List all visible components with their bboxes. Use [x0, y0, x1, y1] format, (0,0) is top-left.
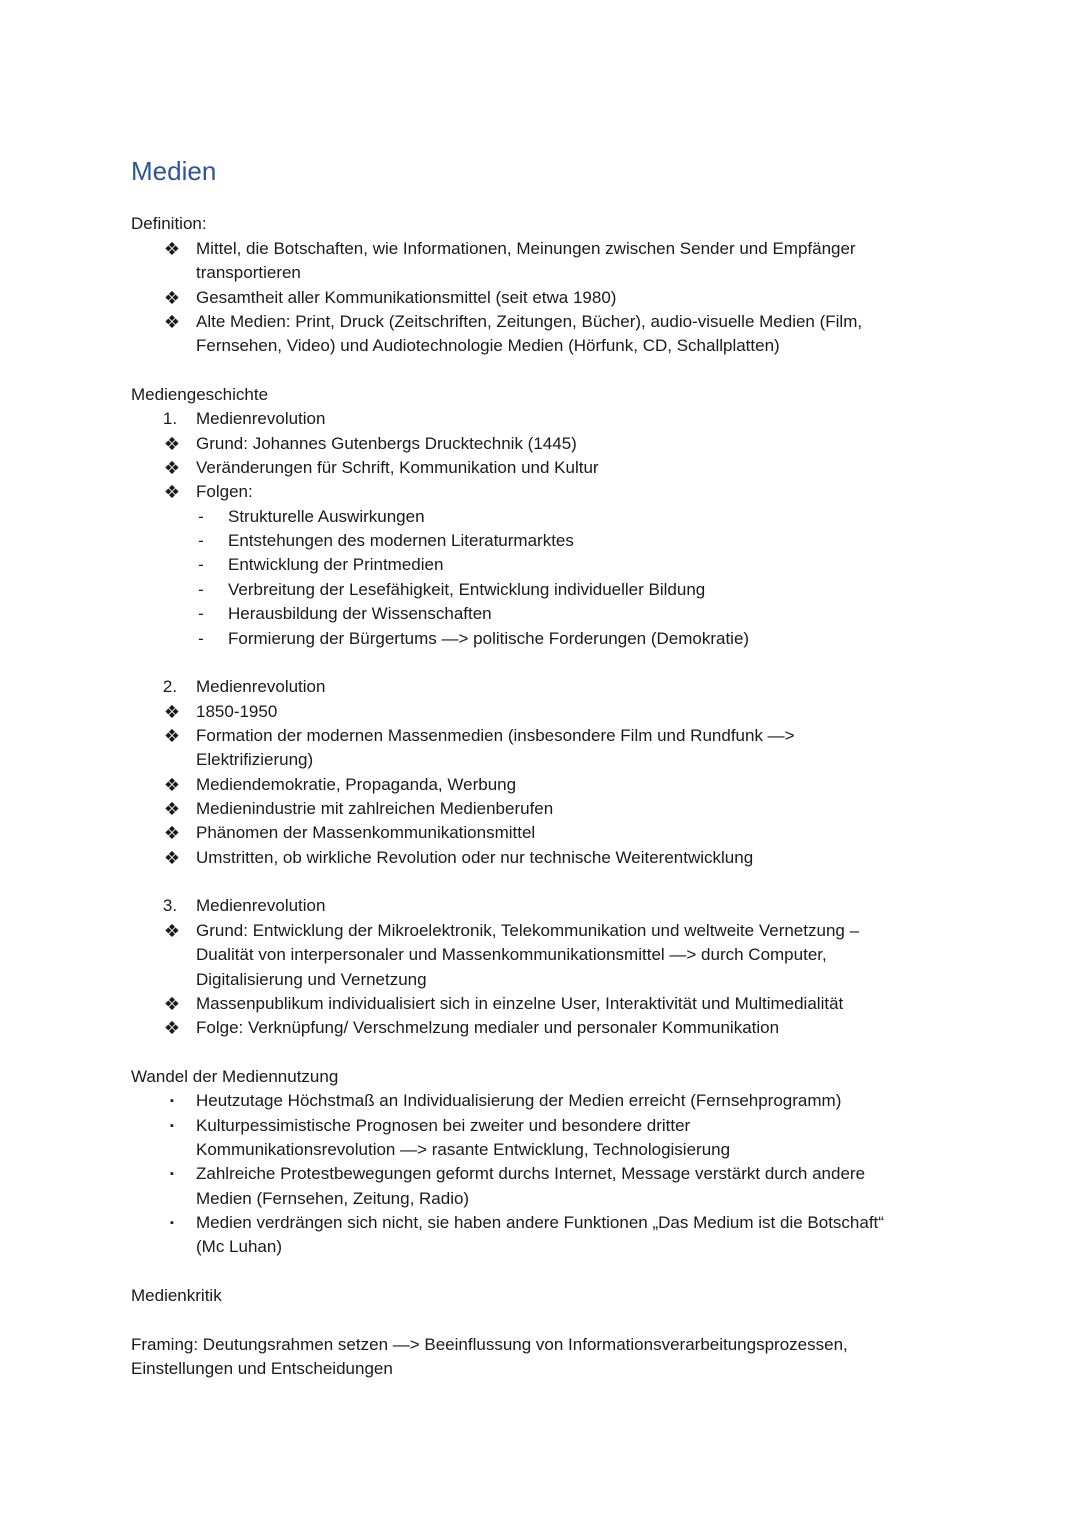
dash-bullet: -: [198, 580, 204, 599]
sub-list-item: - Herausbildung der Wissenschaften: [0, 602, 950, 626]
dash-bullet: -: [198, 531, 204, 550]
list-item-continuation: Dualität von interpersonaler und Massenkommunikationsmittel —> durch Computer,: [196, 945, 827, 964]
bullet-diamond-icon: ❖: [163, 239, 181, 259]
list-item: ❖ Alte Medien: Print, Druck (Zeitschriften, Zeitungen, Bücher), audio-visuelle Medien (Film,: [0, 310, 950, 334]
dash-bullet: -: [198, 555, 204, 574]
list-item: ❖ Mediendemokratie, Propaganda, Werbung: [0, 773, 950, 797]
list-item-continuation: Medien (Fernsehen, Zeitung, Radio): [196, 1189, 470, 1208]
section-heading-mediengeschichte: Mediengeschichte: [131, 385, 269, 404]
page-title: Medien: [131, 156, 217, 186]
list-item: ❖ Formation der modernen Massenmedien (insbesondere Film und Rundfunk —>: [0, 724, 950, 748]
bullet-diamond-icon: ❖: [163, 994, 181, 1014]
list-item: ▪ Medien verdrängen sich nicht, sie haben andere Funktionen „Das Medium ist die Botschaft“: [0, 1211, 950, 1235]
bullet-diamond-icon: ❖: [163, 799, 181, 819]
list-item-continuation: Fernsehen, Video) und Audiotechnologie Medien (Hörfunk, CD, Schallplatten): [196, 336, 780, 355]
section-heading-wandel: Wandel der Mediennutzung: [131, 1067, 339, 1086]
list-item: ❖ Grund: Entwicklung der Mikroelektronik, Telekommunikation und weltweite Vernetzung –: [0, 919, 950, 943]
list-item: ▪ Heutzutage Höchstmaß an Individualisierung der Medien erreicht (Fernsehprogramm): [0, 1089, 950, 1113]
section-heading-definition: Definition:: [131, 214, 207, 233]
list-item: ❖ Folgen:: [0, 480, 950, 504]
bullet-diamond-icon: ❖: [163, 482, 181, 502]
bullet-diamond-icon: ❖: [163, 848, 181, 868]
list-item-continuation: Digitalisierung und Vernetzung: [196, 970, 427, 989]
dash-bullet: -: [198, 604, 204, 623]
list-item: ❖ Phänomen der Massenkommunikationsmittel: [0, 821, 950, 845]
list-item: ❖ Grund: Johannes Gutenbergs Drucktechnik (1445): [0, 432, 950, 456]
sub-list-item: - Strukturelle Auswirkungen: [0, 505, 950, 529]
bullet-diamond-icon: ❖: [163, 434, 181, 454]
list-item: ▪ Kulturpessimistische Prognosen bei zweiter und besondere dritter: [0, 1114, 950, 1138]
list-item: ❖ Umstritten, ob wirkliche Revolution oder nur technische Weiterentwicklung: [0, 846, 950, 870]
list-item: ❖ Mittel, die Botschaften, wie Informationen, Meinungen zwischen Sender und Empfänger: [0, 237, 950, 261]
bullet-diamond-icon: ❖: [163, 312, 181, 332]
dash-bullet: -: [198, 629, 204, 648]
bullet-diamond-icon: ❖: [163, 288, 181, 308]
bullet-diamond-icon: ❖: [163, 1018, 181, 1038]
list-item: ❖ 1850-1950: [0, 700, 950, 724]
sub-list-item: - Entstehungen des modernen Literaturmarktes: [0, 529, 950, 553]
bullet-diamond-icon: ❖: [163, 702, 181, 722]
bullet-square-icon: ▪: [170, 1217, 174, 1229]
bullet-square-icon: ▪: [170, 1120, 174, 1132]
section-heading-medienkritik: Medienkritik: [131, 1286, 222, 1305]
bullet-diamond-icon: ❖: [163, 458, 181, 478]
bullet-square-icon: ▪: [170, 1095, 174, 1107]
paragraph-framing-continuation: Einstellungen und Entscheidungen: [131, 1359, 393, 1378]
list-item: ❖ Veränderungen für Schrift, Kommunikation und Kultur: [0, 456, 950, 480]
numbered-item-1: 1. Medienrevolution: [162, 409, 326, 428]
list-item-continuation: Kommunikationsrevolution —> rasante Entwicklung, Technologisierung: [196, 1140, 731, 1159]
list-item-continuation: transportieren: [196, 263, 301, 282]
list-item: ▪ Zahlreiche Protestbewegungen geformt durchs Internet, Message verstärkt durch andere: [0, 1162, 950, 1186]
list-item-continuation: Elektrifizierung): [196, 750, 314, 769]
bullet-square-icon: ▪: [170, 1168, 174, 1180]
list-item-continuation: (Mc Luhan): [196, 1237, 282, 1256]
list-item: ❖ Folge: Verknüpfung/ Verschmelzung medialer und personaler Kommunikation: [0, 1016, 950, 1040]
list-item: ❖ Massenpublikum individualisiert sich in einzelne User, Interaktivität und Multimedialität: [0, 992, 950, 1016]
sub-list-item: - Entwicklung der Printmedien: [0, 553, 950, 577]
list-item: ❖ Medienindustrie mit zahlreichen Medienberufen: [0, 797, 950, 821]
bullet-diamond-icon: ❖: [163, 726, 181, 746]
paragraph-framing: Framing: Deutungsrahmen setzen —> Beeinflussung von Informationsverarbeitungsprozessen,: [131, 1335, 848, 1354]
list-item: ❖ Gesamtheit aller Kommunikationsmittel (seit etwa 1980): [0, 286, 950, 310]
sub-list-item: - Formierung der Bürgertums —> politische Forderungen (Demokratie): [0, 627, 950, 651]
bullet-diamond-icon: ❖: [163, 775, 181, 795]
dash-bullet: -: [198, 507, 204, 526]
numbered-item-2: 2. Medienrevolution: [162, 677, 326, 696]
bullet-diamond-icon: ❖: [163, 921, 181, 941]
bullet-diamond-icon: ❖: [163, 823, 181, 843]
numbered-item-3: 3. Medienrevolution: [162, 896, 326, 915]
sub-list-item: - Verbreitung der Lesefähigkeit, Entwicklung individueller Bildung: [0, 578, 950, 602]
